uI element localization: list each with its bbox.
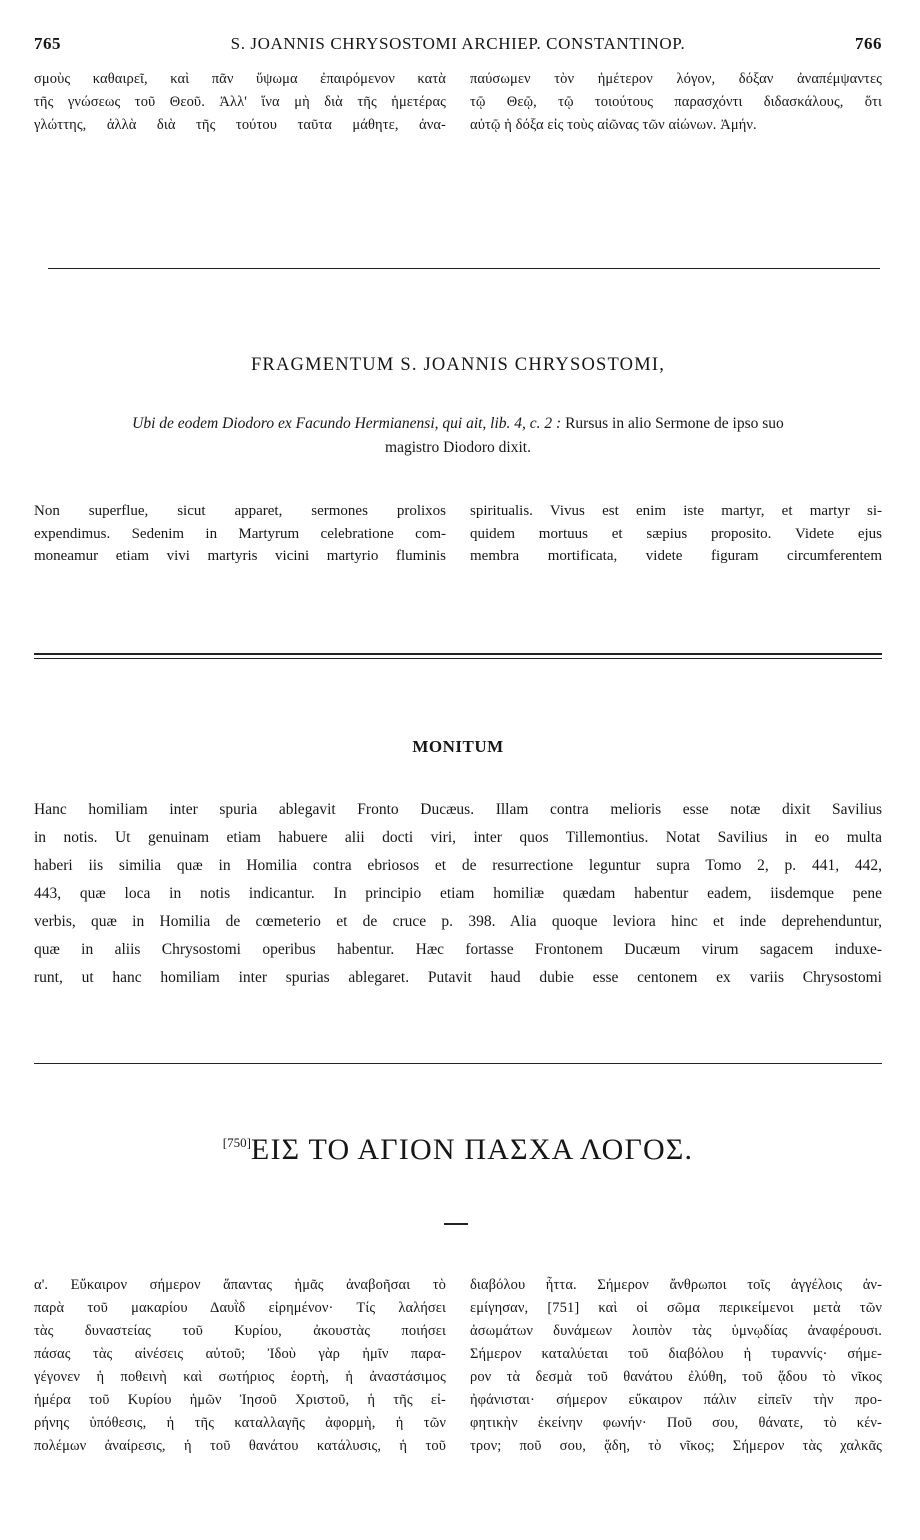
text-line: α'. Εὔκαιρον σήμερον ἅπαντας ἡμᾶς ἀναβοῆσαι τὸ	[34, 1277, 446, 1293]
running-title: S. JOANNIS CHRYSOSTOMI ARCHIEP. CONSTANTINOP.	[230, 34, 686, 53]
top-greek-columns	[34, 68, 882, 140]
fragment-subtitle-line2: magistro Diodoro dixit.	[385, 439, 531, 456]
homily-left-column	[34, 1274, 446, 1458]
text-line: ἀσωμάτων δυνάμεων λοιπὸν τὰς ὑμνῳδίας ἀναφέρουσι.	[470, 1323, 882, 1339]
top-left-column	[34, 68, 446, 137]
running-header	[34, 34, 882, 58]
text-line: 443, quæ loca in notis indicantur. In principio etiam homiliæ quædam habentur eadem, iisdemque pene	[34, 885, 882, 902]
fragment-subtitle-italic: Ubi de eodem Diodoro ex Facundo Hermianensi, qui ait, lib. 4, c. 2 :	[132, 415, 562, 432]
section-divider	[48, 268, 880, 269]
fragment-columns	[34, 500, 882, 572]
text-line: γέγονεν ἡ ποθεινὴ καὶ σωτήριος ἑορτὴ, ἡ ἀναστάσιμος	[34, 1369, 446, 1385]
text-line: αὐτῷ ἡ δόξα εἰς τοὺς αἰῶνας τῶν αἰώνων. Ἀμήν.	[470, 117, 757, 133]
monitum-title: MONITUM	[412, 737, 504, 756]
text-line: τὰς δυναστείας τοῦ Κυρίου, ἀκουστὰς ποιήσει	[34, 1323, 446, 1339]
section-divider-double	[34, 653, 882, 659]
page-marker: [750]	[222, 1135, 251, 1150]
text-line: πολέμων ἀναίρεσις, ἡ τοῦ θανάτου κατάλυσις, ἡ τοῦ	[34, 1438, 446, 1454]
homily-right-column	[470, 1274, 882, 1458]
monitum-body	[34, 796, 882, 992]
text-line: ἡμέρα τοῦ Κυρίου ἡμῶν Ἰησοῦ Χριστοῦ, ἡ τῆς εἰ-	[34, 1392, 446, 1408]
fragment-left-column	[34, 500, 446, 568]
text-line: moneamur etiam vivi martyris vicini martyrio fluminis	[34, 548, 446, 564]
text-line: haberi iis similia quæ in Homilia contra ebriosos et de resurrectione leguntur supra Tomo 2, p. 441, 442,	[34, 857, 882, 874]
text-line: quæ in aliis Chrysostomi operibus habentur. Hæc fortasse Frontonem Ducæum virum sagacem induxe-	[34, 941, 882, 958]
title-dash	[444, 1223, 468, 1225]
text-line: Σήμερον καταλύεται τοῦ διαβόλου ἡ τυραννίς· σήμε-	[470, 1346, 882, 1362]
text-line: expendimus. Sedenim in Martyrum celebratione com-	[34, 525, 446, 542]
fragment-subtitle	[34, 412, 882, 460]
text-line: σμοὺς καθαιρεῖ, καὶ πᾶν ὕψωμα ἐπαιρόμενον κατὰ	[34, 71, 446, 87]
homily-columns	[34, 1274, 882, 1464]
fragment-right-column	[470, 500, 882, 568]
text-line: ρήνης ὑπόθεσις, ἡ τῆς καταλλαγῆς ἀφορμὴ, ἡ τῶν	[34, 1415, 446, 1431]
text-line: τρον; ποῦ σου, ᾅδη, τὸ νῖκος; Σήμερον τὰς χαλκᾶς	[470, 1438, 882, 1454]
text-line: γλώττης, ἀλλὰ διὰ τῆς τούτου ταῦτα μάθητε, ἀνα-	[34, 117, 446, 133]
text-line: παύσωμεν τὸν ἡμέτερον λόγον, δόξαν ἀναπέμψαντες	[470, 71, 882, 87]
text-line: Hanc homiliam inter spuria ablegavit Fronto Ducæus. Illam contra melioris esse notæ dixit Savilius	[34, 801, 882, 818]
text-line: πάσας τὰς αἰνέσεις αὐτοῦ; Ἰδοὺ γὰρ ἡμῖν παρα-	[34, 1346, 446, 1362]
homily-title-text: ΕΙΣ ΤΟ ΑΓΙΟΝ ΠΑΣΧΑ ΛΟΓΟΣ.	[250, 1133, 694, 1166]
fragment-title: FRAGMENTUM S. JOANNIS CHRYSOSTOMI,	[250, 355, 666, 375]
text-line: in notis. Ut genuinam etiam habuere alii docti viri, inter quos Tillemontius. Notat Savilius in eo multa	[34, 829, 882, 846]
top-right-column	[470, 68, 882, 137]
section-divider	[34, 1063, 882, 1064]
text-line: Non superflue, sicut apparet, sermones prolixos	[34, 503, 446, 519]
text-line: τῷ Θεῷ, τῷ τοιούτους παρασχόντι διδασκάλους, ὅτι	[470, 94, 882, 110]
text-line: quidem mortuus et sæpius proposito. Videte ejus	[470, 525, 882, 542]
text-line: spiritualis. Vivus est enim iste martyr, et martyr si-	[470, 503, 882, 519]
text-line: παρὰ τοῦ μακαρίου Δαυῒδ εἰρημένον· Τίς λαλήσει	[34, 1300, 446, 1316]
text-line: verbis, quæ in Homilia de cœmeterio et de cruce p. 398. Alia quoque leviora hinc et inde deprehenduntur,	[34, 913, 882, 930]
page-number-right: 766	[855, 34, 882, 53]
homily-title	[34, 1133, 882, 1167]
text-line: runt, ut hanc homiliam inter spurias ablegaret. Putavit haud dubie esse centonem ex variis Chrysostomi	[34, 969, 882, 986]
text-line: ἠφάνισται· σήμερον εὔκαιρον πάλιν εἰπεῖν τὴν προ-	[470, 1392, 882, 1408]
text-line: διαβόλου ἧττα. Σήμερον ἄνθρωποι τοῖς ἀγγέλοις ἀν-	[470, 1277, 882, 1293]
text-line: ρον τὰ δεσμὰ τοῦ θανάτου ἐλύθη, τοῦ ᾅδου τὸ νῖκος	[470, 1369, 882, 1385]
text-line: membra mortificata, videte figuram circumferentem	[470, 548, 882, 564]
fragment-subtitle-rest: Rursus in alio Sermone de ipso suo	[561, 415, 784, 432]
text-line: τῆς γνώσεως τοῦ Θεοῦ. Ἀλλ' ἵνα μὴ διὰ τῆς ἡμετέρας	[34, 94, 446, 110]
text-line: φητικὴν ἐκείνην φωνήν· Ποῦ σου, θάνατε, τὸ κέν-	[470, 1415, 882, 1431]
page-number-left: 765	[34, 34, 61, 53]
text-line: εμίγησαν, [751] καὶ οἱ σῶμα περικείμενοι μετὰ τῶν	[470, 1300, 882, 1316]
